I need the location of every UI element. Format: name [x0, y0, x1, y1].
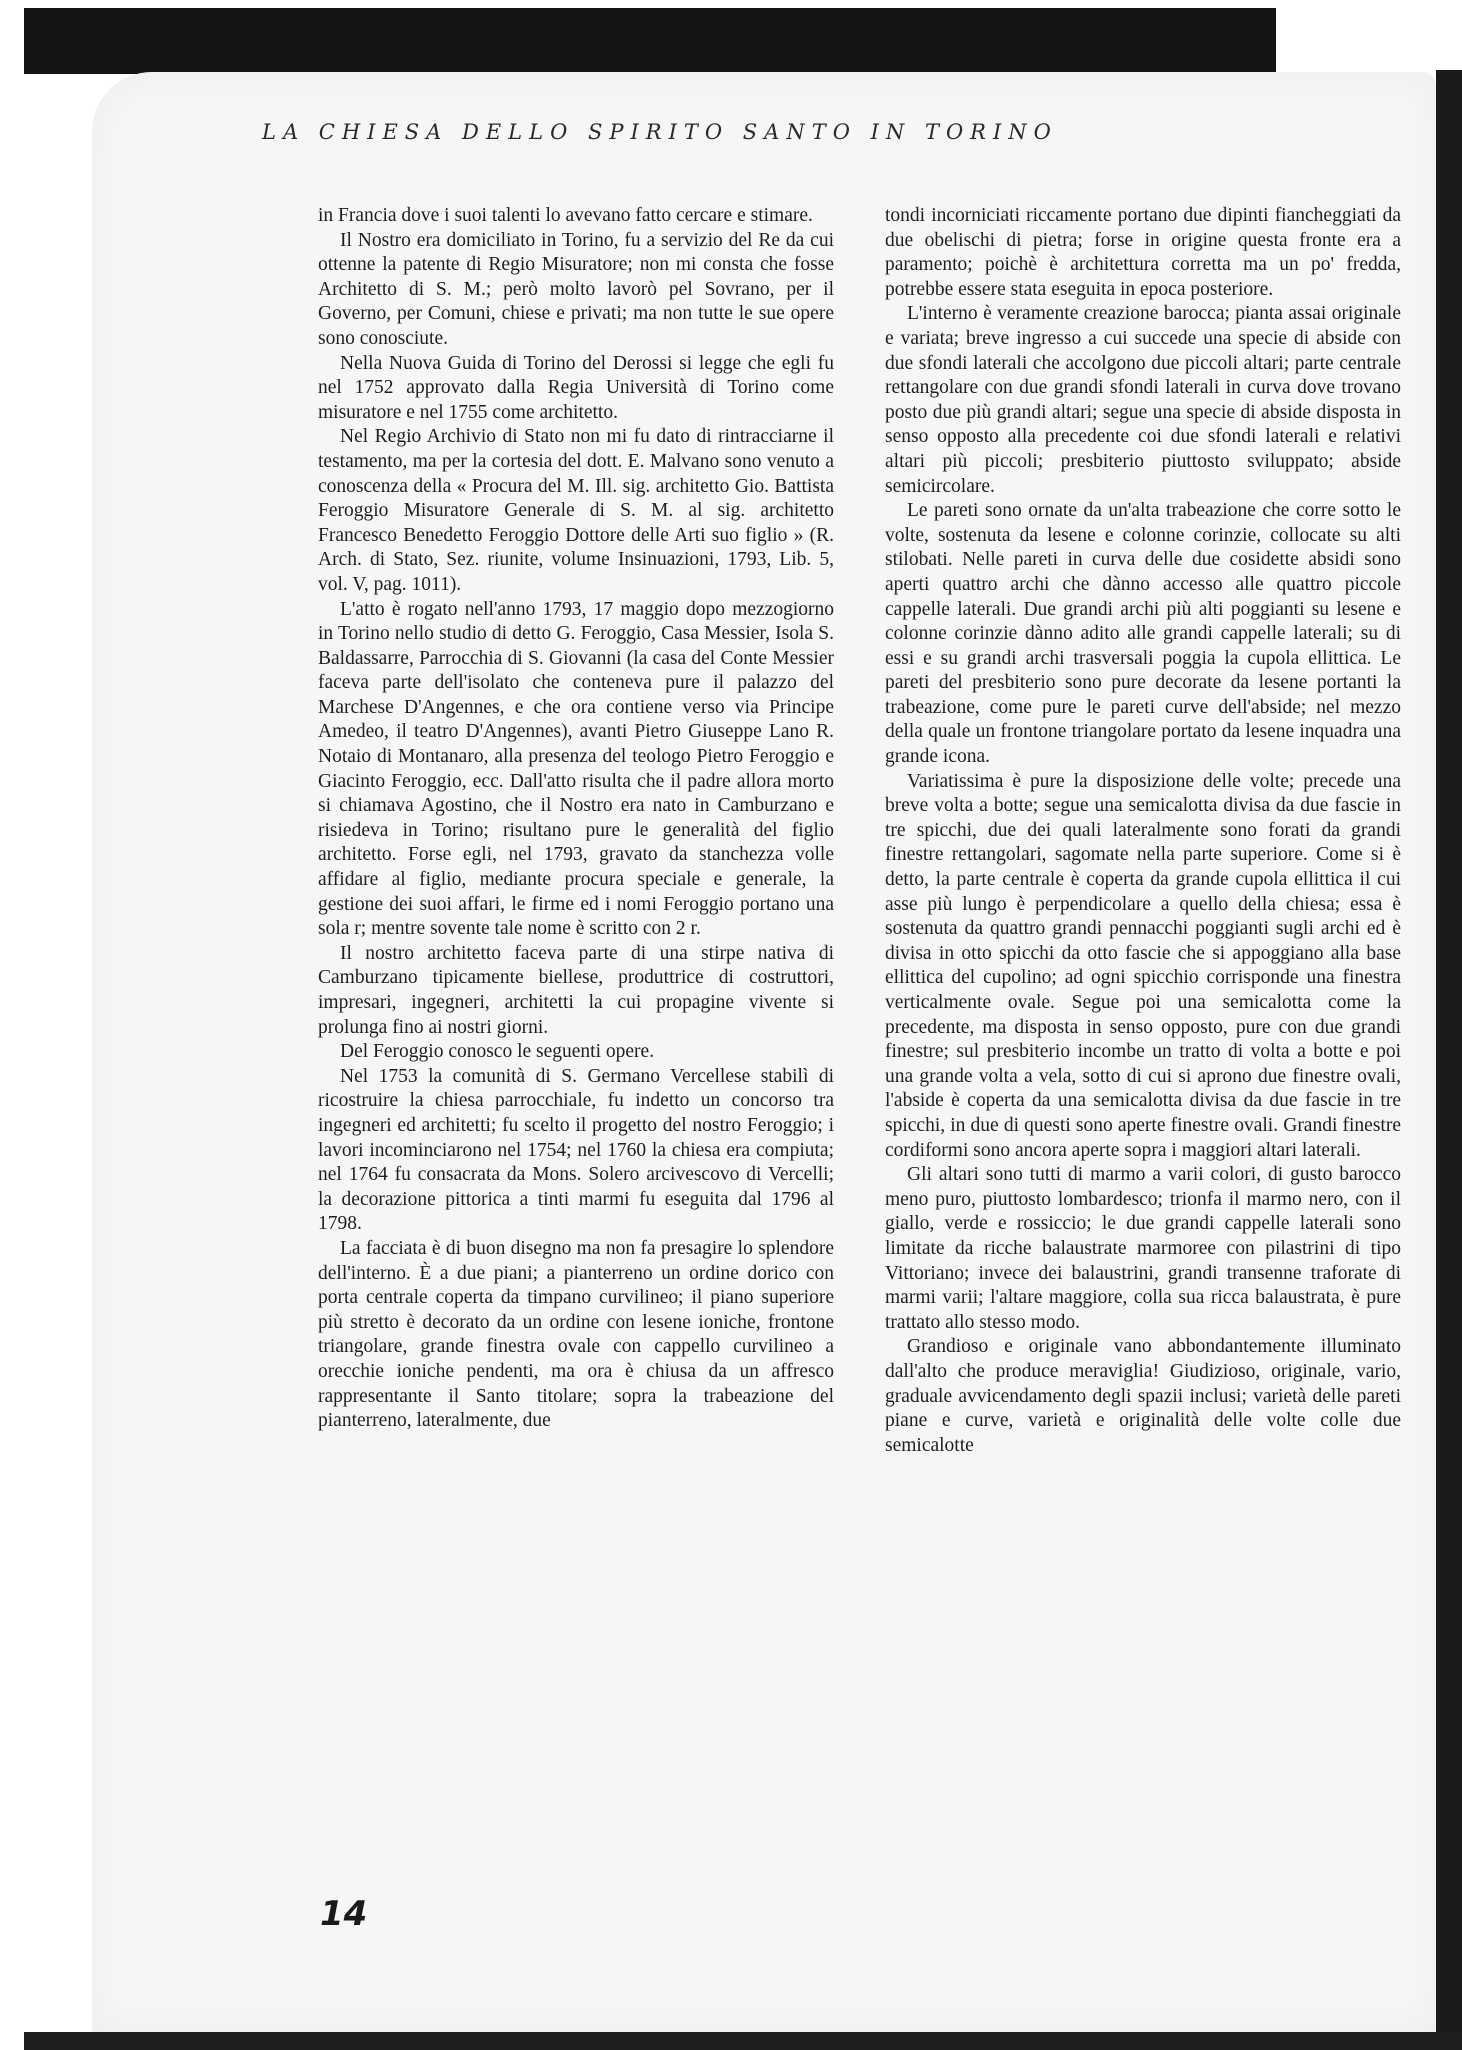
scan-margin-left — [0, 0, 24, 2050]
paragraph: L'atto è rogato nell'anno 1793, 17 maggio dopo mezzogiorno in Torino nello studio di detto G. Feroggio, Casa Messier, Isola S. Baldassarre, Parrocchia di S. Giovanni (la casa del Conte Messier faceva parte dell'isolato che conteneva pure il palazzo del Marchese D'Angennes, e che ora contiene verso via Principe Amedeo, il teatro D'Angennes), avanti Pietro Giuseppe Lano R. Notaio di Montanaro, alla presenza del teologo Pietro Feroggio e Giacinto Feroggio, ecc. Dall'atto risulta che il padre allora morto si chiamava Agostino, che il Nostro era nato in Camburzano e risiedeva in Torino; risultano pure le generalità del figlio architetto. Forse egli, nel 1793, gravato da stanchezza volle affidare al figlio, mediante procura speciale e generale, la gestione dei suoi affari, le firme ed i nomi Feroggio portano una sola r; mentre sovente tale nome è scritto con 2 r. — [318, 598, 834, 940]
text-column-left — [318, 204, 834, 1434]
paragraph: tondi incorniciati riccamente portano due dipinti fiancheggiati da due obelischi di pietra; forse in origine questa fronte era a paramento; poichè è architettura corretta ma un po' fredda, potrebbe essere stata eseguita in epoca posteriore. — [885, 205, 1401, 300]
paragraph: La facciata è di buon disegno ma non fa presagire lo splendore dell'interno. È a due piani; a pianterreno un ordine dorico con porta centrale coperta da timpano curvilineo; il piano superiore più stretto è decorato da un ordine con lesene ioniche, frontone triangolare, grande finestra ovale con cappello curvilineo a orecchie ioniche pendenti, ma ora è chiusa da un affresco rappresentante il Santo titolare; sopra la trabeazione del pianterreno, lateralmente, due — [318, 1237, 834, 1432]
paragraph: Nel Regio Archivio di Stato non mi fu dato di rintracciarne il testamento, ma per la cortesia del dott. E. Malvano sono venuto a conoscenza della « Procura del M. Ill. sig. architetto Gio. Battista Feroggio Misuratore Generale di S. M. al sig. architetto Francesco Benedetto Feroggio Dottore delle Arti suo figlio » (R. Arch. di Stato, Sez. riunite, volume Insinuazioni, 1793, Lib. 5, vol. V, pag. 1011). — [318, 426, 834, 595]
paragraph: Del Feroggio conosco le seguenti opere. — [340, 1041, 655, 1063]
paragraph: Gli altari sono tutti di marmo a varii colori, di gusto barocco meno puro, piuttosto lombardesco; trionfa il marmo nero, con il giallo, verde e rossiccio; le due grandi cappelle laterali sono limitate da ricche balaustrate marmoree con pilastrini di tipo Vittoriano; invece dei balaustrini, grandi transenne traforate di marmi varii; l'altare maggiore, colla sua ricca balaustrata, è pure trattato allo stesso modo. — [885, 1164, 1401, 1333]
text-column-right — [885, 204, 1401, 1458]
scan-border-right — [1436, 70, 1462, 2050]
paragraph: Nella Nuova Guida di Torino del Derossi si legge che egli fu nel 1752 approvato dalla Regia Università di Torino come misuratore e nel 1755 come architetto. — [318, 352, 834, 423]
paragraph: Variatissima è pure la disposizione delle volte; precede una breve volta a botte; segue una semicalotta divisa da due fascie in tre spicchi, due dei quali lateralmente sono forati da grandi finestre rettangolari, sagomate nella parte superiore. Come si è detto, la parte centrale è coperta da grande cupola ellittica il cui asse più lungo è perpendicolare a quello della chiesa; essa è sostenuta da quattro grandi pennacchi poggianti sugli archi ed è divisa in otto spicchi da otto fascie che si appoggiano alla base ellittica del cupolino; ad ogni spicchio corrisponde una finestra verticalmente ovale. Segue poi una semicalotta come la precedente, ma disposta in senso opposto, pure con due grandi finestre; sul presbiterio incombe un tratto di volta a botte e poi una grande volta a vela, sotto di cui si aprono due finestre ovali, l'abside è coperta da una semicalotta divisa da due fascie in tre spicchi, in due di questi sono aperte finestre ovali. Grandi finestre cordiformi sono ancora aperte sopra i maggiori altari laterali. — [885, 770, 1401, 1161]
scan-border-bottom — [24, 2032, 1462, 2050]
paragraph: in Francia dove i suoi talenti lo avevano fatto cercare e stimare. — [318, 205, 813, 226]
paragraph: Grandioso e originale vano abbondantemente illuminato dall'alto che produce meraviglia! Giudizioso, originale, vario, graduale avvicendamento degli spazii inclusi; varietà delle pareti piane e curve, varietà e originalità delle volte colle due semicalotte — [885, 1336, 1401, 1456]
scan-border-top — [24, 8, 1276, 74]
paragraph: Il Nostro era domiciliato in Torino, fu a servizio del Re da cui ottenne la patente di Regio Misuratore; non mi consta che fosse Architetto di S. M.; però molto lavorò pel Sovrano, per il Governo, per Comuni, chiese e privati; ma non tutte le sue opere sono conosciute. — [318, 229, 834, 349]
page-number: 14 — [320, 1894, 368, 1934]
paragraph: L'interno è veramente creazione barocca; pianta assai originale e variata; breve ingresso a cui succede una specie di abside con due sfondi laterali che accolgono due piccoli altari; parte centrale rettangolare con due grandi sfondi laterali in curva dove trovano posto due più grandi altari; segue una specie di abside disposta in senso opposto alla precedente coi due sfondi laterali e relativi altari più piccoli; presbiterio piuttosto sviluppato; abside semicircolare. — [885, 303, 1401, 497]
paragraph: Il nostro architetto faceva parte di una stirpe nativa di Camburzano tipicamente biellese, produttrice di costruttori, impresari, ingegneri, architetti la cui propagine vivente si prolunga fino ai nostri giorni. — [318, 942, 834, 1038]
paragraph: Le pareti sono ornate da un'alta trabeazione che corre sotto le volte, sostenuta da lesene e colonne corinzie, collocate su alti stilobati. Nelle pareti in curva delle due cosidette absidi sono aperti quattro archi che dànno accesso alle quattro piccole cappelle laterali. Due grandi archi più alti poggianti su lesene e colonne corinzie dànno adito alle grandi cappelle laterali; su di essi e su grandi archi trasversali poggia la cupola ellittica. Le pareti del presbiterio sono pure decorate da lesene portanti la trabeazione, come pure le pareti curve dell'abside; nel mezzo della quale un frontone triangolare portato da lesene inquadra una grande icona. — [885, 500, 1401, 768]
paragraph: Nel 1753 la comunità di S. Germano Vercellese stabilì di ricostruire la chiesa parrocchiale, fu indetto un concorso tra ingegneri ed architetti; fu scelto il progetto del nostro Feroggio; i lavori incominciarono nel 1754; nel 1760 la chiesa era compiuta; nel 1764 fu consacrata da Mons. Solero arcivescovo di Vercelli; la decorazione pittorica a tinti marmi fu eseguita dal 1796 al 1798. — [318, 1065, 834, 1235]
scan-margin-top-right — [1276, 8, 1462, 28]
running-header: LA CHIESA DELLO SPIRITO SANTO IN TORINO — [262, 120, 1058, 144]
